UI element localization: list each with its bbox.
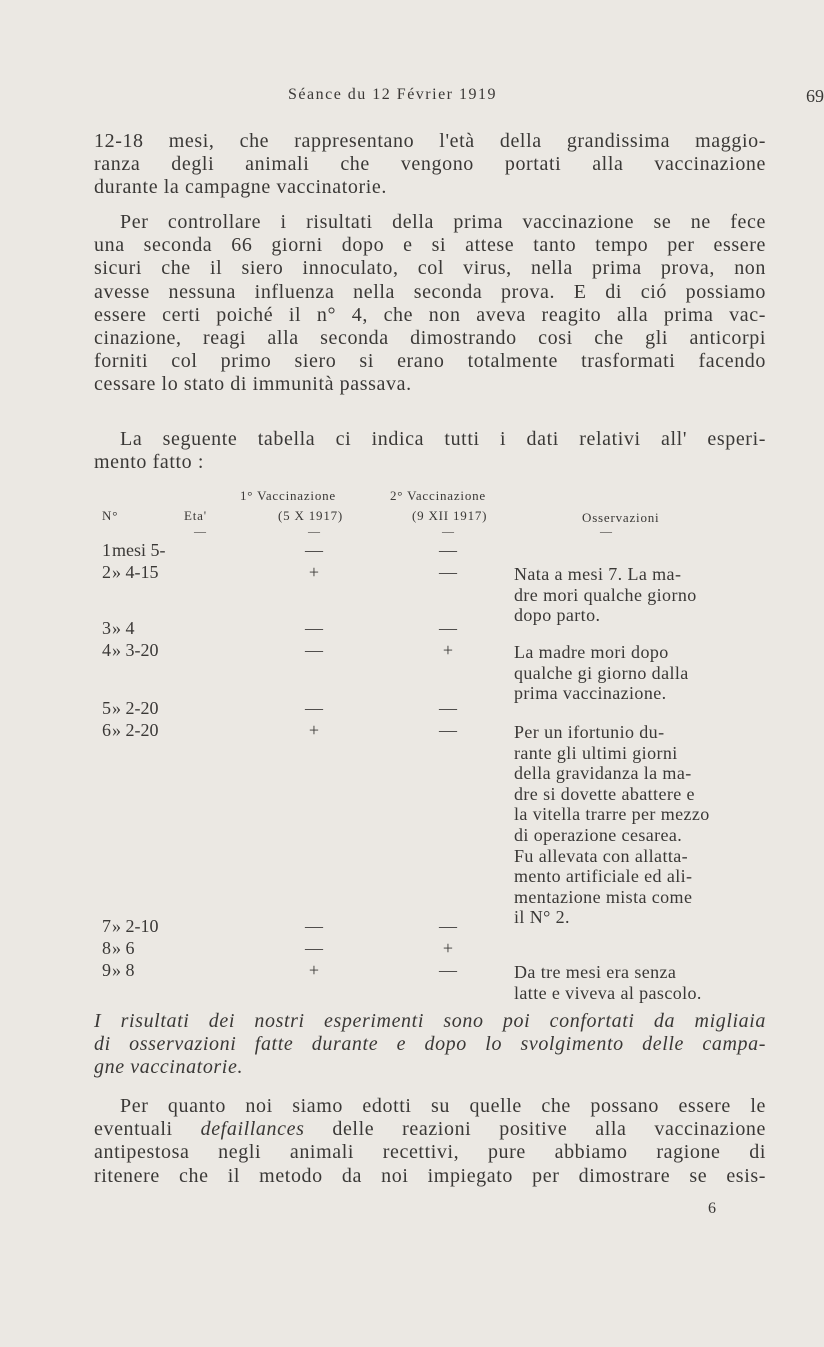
observation-line: Per un ifortunio du-	[514, 722, 665, 742]
paragraph-2	[94, 211, 766, 397]
header-vacc1-line2: (5 X 1917)	[278, 508, 344, 523]
text-line: cinazione, reagi alla seconda dimostrando cosi che gli anticorpi	[94, 327, 766, 350]
text-line: gne vaccinatorie.	[94, 1056, 244, 1079]
row-observation	[514, 642, 764, 704]
observation-line: Fu allevata con allatta-	[514, 845, 689, 866]
observation-line: di operazione cesarea.	[514, 824, 683, 845]
observation-line: qualche gi giorno dalla	[514, 662, 689, 683]
row-age: » 2-20	[112, 698, 159, 718]
row-vaccination-2: —	[439, 698, 457, 718]
row-vaccination-2: +	[442, 938, 454, 958]
observation-line: La madre mori dopo	[514, 642, 669, 662]
row-number: 2	[102, 562, 111, 582]
observation-line: mento artificiale ed ali-	[514, 866, 693, 887]
text-line: Per controllare i risultati della prima vaccinazione se ne fece	[120, 211, 766, 233]
text-line: eventuali defaillances delle reazioni positive alla vaccinazione	[94, 1118, 766, 1141]
text-line: antipestosa negli animali recettivi, pure abbiamo ragione di	[94, 1141, 766, 1164]
header-eta: Eta'	[184, 508, 207, 523]
text-line: 12-18 mesi, che rappresentano l'età della grandissima maggio-	[94, 130, 766, 152]
observation-line: la vitella trarre per mezzo	[514, 804, 710, 825]
text-line: I risultati dei nostri esperimenti sono poi confortati da migliaia	[94, 1010, 766, 1032]
row-vaccination-1: +	[308, 960, 320, 980]
text-line: mento fatto :	[94, 451, 204, 474]
observation-line: Da tre mesi era senza	[514, 962, 677, 982]
paragraph-1	[94, 130, 766, 200]
italic-word: defaillances	[200, 1118, 305, 1141]
paragraph-4	[94, 1010, 766, 1080]
row-number: 1	[102, 540, 111, 560]
observation-line: dre si dovette abattere e	[514, 783, 695, 804]
row-age: » 2-20	[112, 720, 159, 740]
header-dash: —	[442, 524, 454, 538]
observation-line: mentazione mista come	[514, 886, 693, 907]
row-observation	[514, 722, 764, 928]
header-title: Séance du 12 Février 1919	[288, 86, 498, 103]
text-line: forniti col primo siero si erano totalmente trasformati facendo	[94, 350, 766, 373]
row-number: 3	[102, 618, 111, 638]
row-age: » 6	[112, 938, 135, 958]
text-line: Per quanto noi siamo edotti su quelle che possano essere le	[120, 1095, 766, 1117]
row-age: » 2-10	[112, 916, 159, 936]
text-line: cessare lo stato di immunità passava.	[94, 373, 412, 396]
row-vaccination-1: —	[305, 640, 323, 660]
row-number: 5	[102, 698, 111, 718]
header-vacc1-line1: 1° Vaccinazione	[240, 488, 337, 503]
observation-line: Nata a mesi 7. La ma-	[514, 564, 682, 584]
observation-line: il N° 2.	[514, 907, 570, 928]
header-no: N°	[102, 508, 119, 523]
row-number: 9	[102, 960, 111, 980]
observation-line: prima vaccinazione.	[514, 683, 667, 704]
header-dash: —	[308, 524, 320, 538]
row-vaccination-1: —	[305, 916, 323, 936]
text-line: ranza degli animali che vengono portati alla vaccinazione	[94, 153, 766, 176]
row-vaccination-2: —	[439, 960, 457, 980]
row-vaccination-1: +	[308, 720, 320, 740]
row-age: » 4-15	[112, 562, 159, 582]
row-vaccination-1: —	[305, 540, 323, 560]
text-line: di osservazioni fatte durante e dopo lo svolgimento delle campa-	[94, 1033, 766, 1056]
observation-line: rante gli ultimi giorni	[514, 742, 678, 763]
row-vaccination-2: —	[439, 618, 457, 638]
header-observations: Osservazioni	[582, 510, 660, 525]
row-age: » 8	[112, 960, 135, 980]
header-vacc2-line1: 2° Vaccinazione	[390, 488, 487, 503]
row-vaccination-2: —	[439, 720, 457, 740]
observation-line: della gravidanza la ma-	[514, 763, 692, 784]
row-age: » 4	[112, 618, 135, 638]
row-age: » 3-20	[112, 640, 159, 660]
row-vaccination-2: —	[439, 540, 457, 560]
observation-line: dopo parto.	[514, 605, 601, 626]
text-line: una seconda 66 giorni dopo e si attese tanto tempo per essere	[94, 234, 766, 257]
paragraph-3	[94, 428, 766, 474]
row-vaccination-2: +	[442, 640, 454, 660]
row-age: mesi 5-	[112, 540, 166, 560]
row-vaccination-1: —	[305, 938, 323, 958]
text-line: avesse nessuna influenza nella seconda prova. E di ció possiamo	[94, 280, 766, 303]
row-vaccination-1: —	[305, 698, 323, 718]
text-line: La seguente tabella ci indica tutti i dati relativi all' esperi-	[120, 428, 766, 450]
signature-mark: 6	[708, 1200, 716, 1217]
header-dash: —	[194, 524, 206, 538]
paragraph-5	[94, 1095, 766, 1188]
row-number: 4	[102, 640, 111, 660]
row-vaccination-2: —	[439, 916, 457, 936]
row-vaccination-1: +	[308, 562, 320, 582]
observation-line: latte e viveva al pascolo.	[514, 982, 702, 1003]
header-vacc2-line2: (9 XII 1917)	[412, 508, 488, 523]
row-observation	[514, 962, 764, 1003]
row-number: 7	[102, 916, 111, 936]
row-vaccination-1: —	[305, 618, 323, 638]
text-line: durante la campagne vaccinatorie.	[94, 176, 387, 199]
row-number: 6	[102, 720, 111, 740]
row-number: 8	[102, 938, 111, 958]
page-number: 69	[806, 86, 824, 106]
text-line: sicuri che il siero innoculato, col virus, nella prima prova, non	[94, 257, 766, 280]
text-line: ritenere che il metodo da noi impiegato per dimostrare se esis-	[94, 1164, 766, 1187]
row-vaccination-2: —	[439, 562, 457, 582]
observation-line: dre mori qualche giorno	[514, 584, 697, 605]
header-dash: —	[600, 524, 612, 538]
row-observation	[514, 564, 764, 626]
text-line: essere certi poiché il n° 4, che non aveva reagito alla prima vac-	[94, 303, 766, 326]
